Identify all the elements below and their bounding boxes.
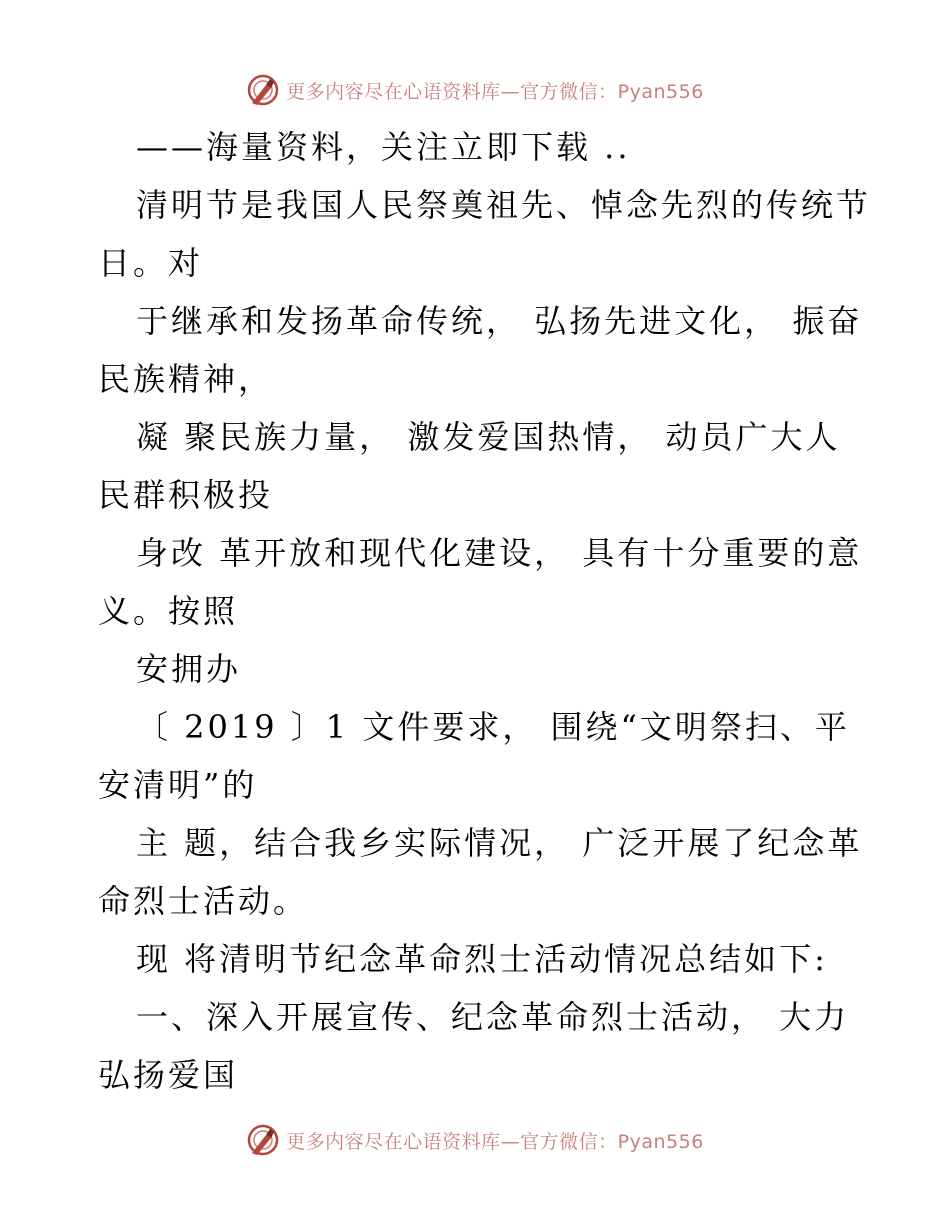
pen-logo-icon — [246, 73, 280, 107]
watermark-text: 更多内容尽在心语资料库—官方微信：Pyan556 — [286, 1130, 704, 1153]
text-line: 民族精神， — [98, 360, 274, 398]
text-line: 现 将清明节纪念革命烈士活动情况总结如下: — [136, 940, 828, 978]
document-body — [98, 118, 872, 1104]
text-line: 于继承和发扬革命传统， 弘扬先进文化， 振奋 — [136, 302, 863, 340]
text-line: ——海量资料，关注立即下载 .. — [136, 128, 631, 166]
text-line: 民群积极投 — [98, 476, 274, 514]
text-line: 日。对 — [98, 244, 204, 282]
pen-logo-icon — [246, 1123, 280, 1157]
text-line: 清明节是我国人民祭奠祖先、悼念先烈的传统节 — [136, 186, 872, 224]
text-line: 主 题，结合我乡实际情况， 广泛开展了纪念革 — [136, 824, 863, 862]
text-line: 安拥办 — [136, 650, 242, 688]
text-line: 弘扬爱国 — [98, 1056, 239, 1094]
text-line: 义。按照 — [98, 592, 239, 630]
text-line: 一、深入开展宣传、纪念革命烈士活动， 大力 — [136, 998, 850, 1036]
text-line: 身改 革开放和现代化建设， 具有十分重要的意 — [136, 534, 863, 572]
watermark-text: 更多内容尽在心语资料库—官方微信：Pyan556 — [286, 80, 704, 103]
text-line: 命烈士活动。 — [98, 882, 309, 920]
text-line: 安清明”的 — [98, 766, 258, 804]
text-line: 〔 2019 〕1 文件要求， 围绕“文明祭扫、平 — [136, 708, 850, 746]
header-watermark — [0, 70, 950, 110]
text-line: 凝 聚民族力量， 激发爱国热情， 动员广大人 — [136, 418, 841, 456]
footer-watermark — [0, 1120, 950, 1160]
